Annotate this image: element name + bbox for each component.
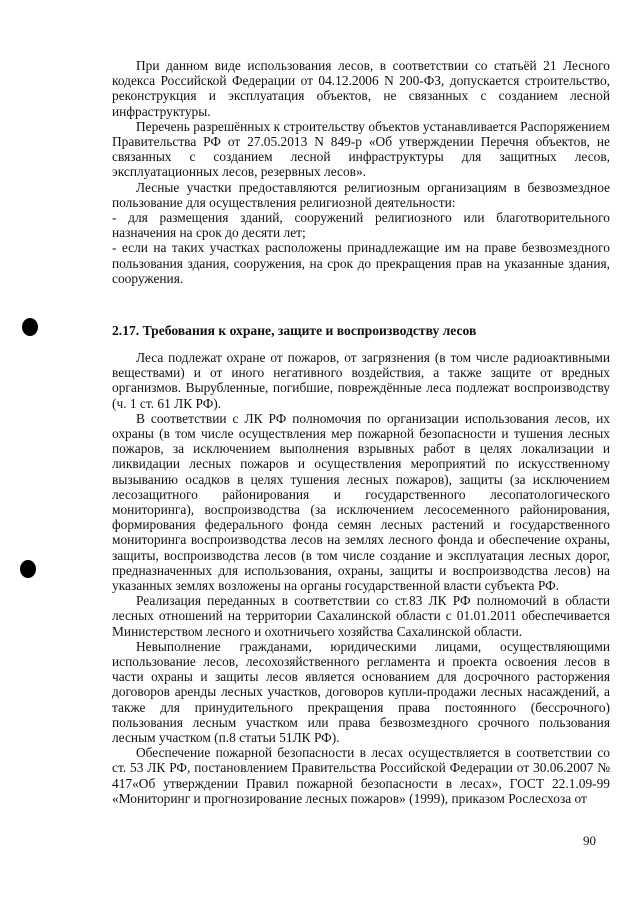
- paragraph-article-21: При данном виде использования лесов, в соответствии со статьёй 21 Лесного кодекса Российской Федерации от 04.12.2006 N 200-ФЗ, допускается строительство, реконструкция и эксплуатация объектов, не связанных с созданием лесной инфраструктуры.: [112, 58, 610, 119]
- paragraph-authority: В соответствии с ЛК РФ полномочия по организации использования лесов, их охраны (в том числе осуществления мер пожарной безопасности и тушения лесных пожаров, за исключением выполнения взрывных работ в целях локализации и ликвидации лесных пожаров и осуществления мероприятий по искусственному вызыванию осадков в целях тушения лесных пожаров), защиты (за исключением лесозащитного районирования и государственного лесопатологического мониторинга), воспроизводства (за исключением лесосеменного районирования, формирования федерального фонда семян лесных растений и государственного мониторинга воспроизводства лесов на землях лесного фонда и обеспечение охраны, защиты, воспроизводства лесов (в том числе создание и эксплуатация лесных дорог, предназначенных для использования, охраны, защиты и воспроизводства лесов) на указанных землях возложены на органы государственной власти субъекта РФ.: [112, 410, 610, 594]
- section-heading: 2.17. Требования к охране, защите и воспроизводству лесов: [112, 323, 477, 338]
- punch-hole-mark: [22, 318, 38, 336]
- page-number: 90: [583, 833, 596, 848]
- paragraph-non-compliance: Невыполнение гражданами, юридическими лицами, осуществляющими использование лесов, лесохозяйственного регламента и проекта освоения лесов в части охраны и защиты лесов является основанием для досрочного расторжения договоров аренды лесных участков, договоров купли-продажи лесных насаждений, а также для принудительного прекращения права постоянного (бессрочного) пользования лесным участком или права безвозмездного срочного пользования лесным участком (п.8 статьи 51ЛК РФ).: [112, 638, 610, 746]
- document-body-bottom: [112, 350, 610, 806]
- paragraph-religious-use: Лесные участки предоставляются религиозным организациям в безвозмездное пользование для осуществления религиозной деятельности:: [112, 179, 610, 210]
- paragraph-forest-protection: Леса подлежат охране от пожаров, от загрязнения (в том числе радиоактивными веществами) и от иного негативного воздействия, а также защите от вредных организмов. Вырубленные, погибшие, повреждённые леса подлежат воспроизводству (ч. 1 ст. 61 ЛК РФ).: [112, 350, 610, 411]
- paragraph-list-decree: Перечень разрешённых к строительству объектов устанавливается Распоряжением Правительства РФ от 27.05.2013 N 849-р «Об утверждении Перечня объектов, не связанных с созданием лесной инфраструктуры для защитных лесов, эксплуатационных лесов, резервных лесов».: [112, 118, 610, 180]
- list-item: - для размещения зданий, сооружений религиозного или благотворительного назначения на срок до десяти лет;: [112, 210, 610, 241]
- list-item: - если на таких участках расположены принадлежащие им на праве безвозмездного пользования здания, сооружения, на срок до прекращения прав на указанные здания, сооружения.: [112, 240, 610, 286]
- paragraph-sakhalin-ministry: Реализация переданных в соответствии со ст.83 ЛК РФ полномочий в области лесных отношений на территории Сахалинской области с 01.01.2011 обеспечивается Министерством лесного и охотничьего хозяйства Сахалинской области.: [112, 593, 610, 639]
- paragraph-fire-safety: Обеспечение пожарной безопасности в лесах осуществляется в соответствии со ст. 53 ЛК РФ, постановлением Правительства Российской Федерации от 30.06.2007 № 417«Об утверждении Правил пожарной безопасности в лесах», ГОСТ 22.1.09-99 «Мониторинг и прогнозирование лесных пожаров» (1999), приказом Рослесхоза от: [112, 745, 610, 806]
- punch-hole-mark: [20, 560, 36, 578]
- document-body-top: [112, 58, 610, 286]
